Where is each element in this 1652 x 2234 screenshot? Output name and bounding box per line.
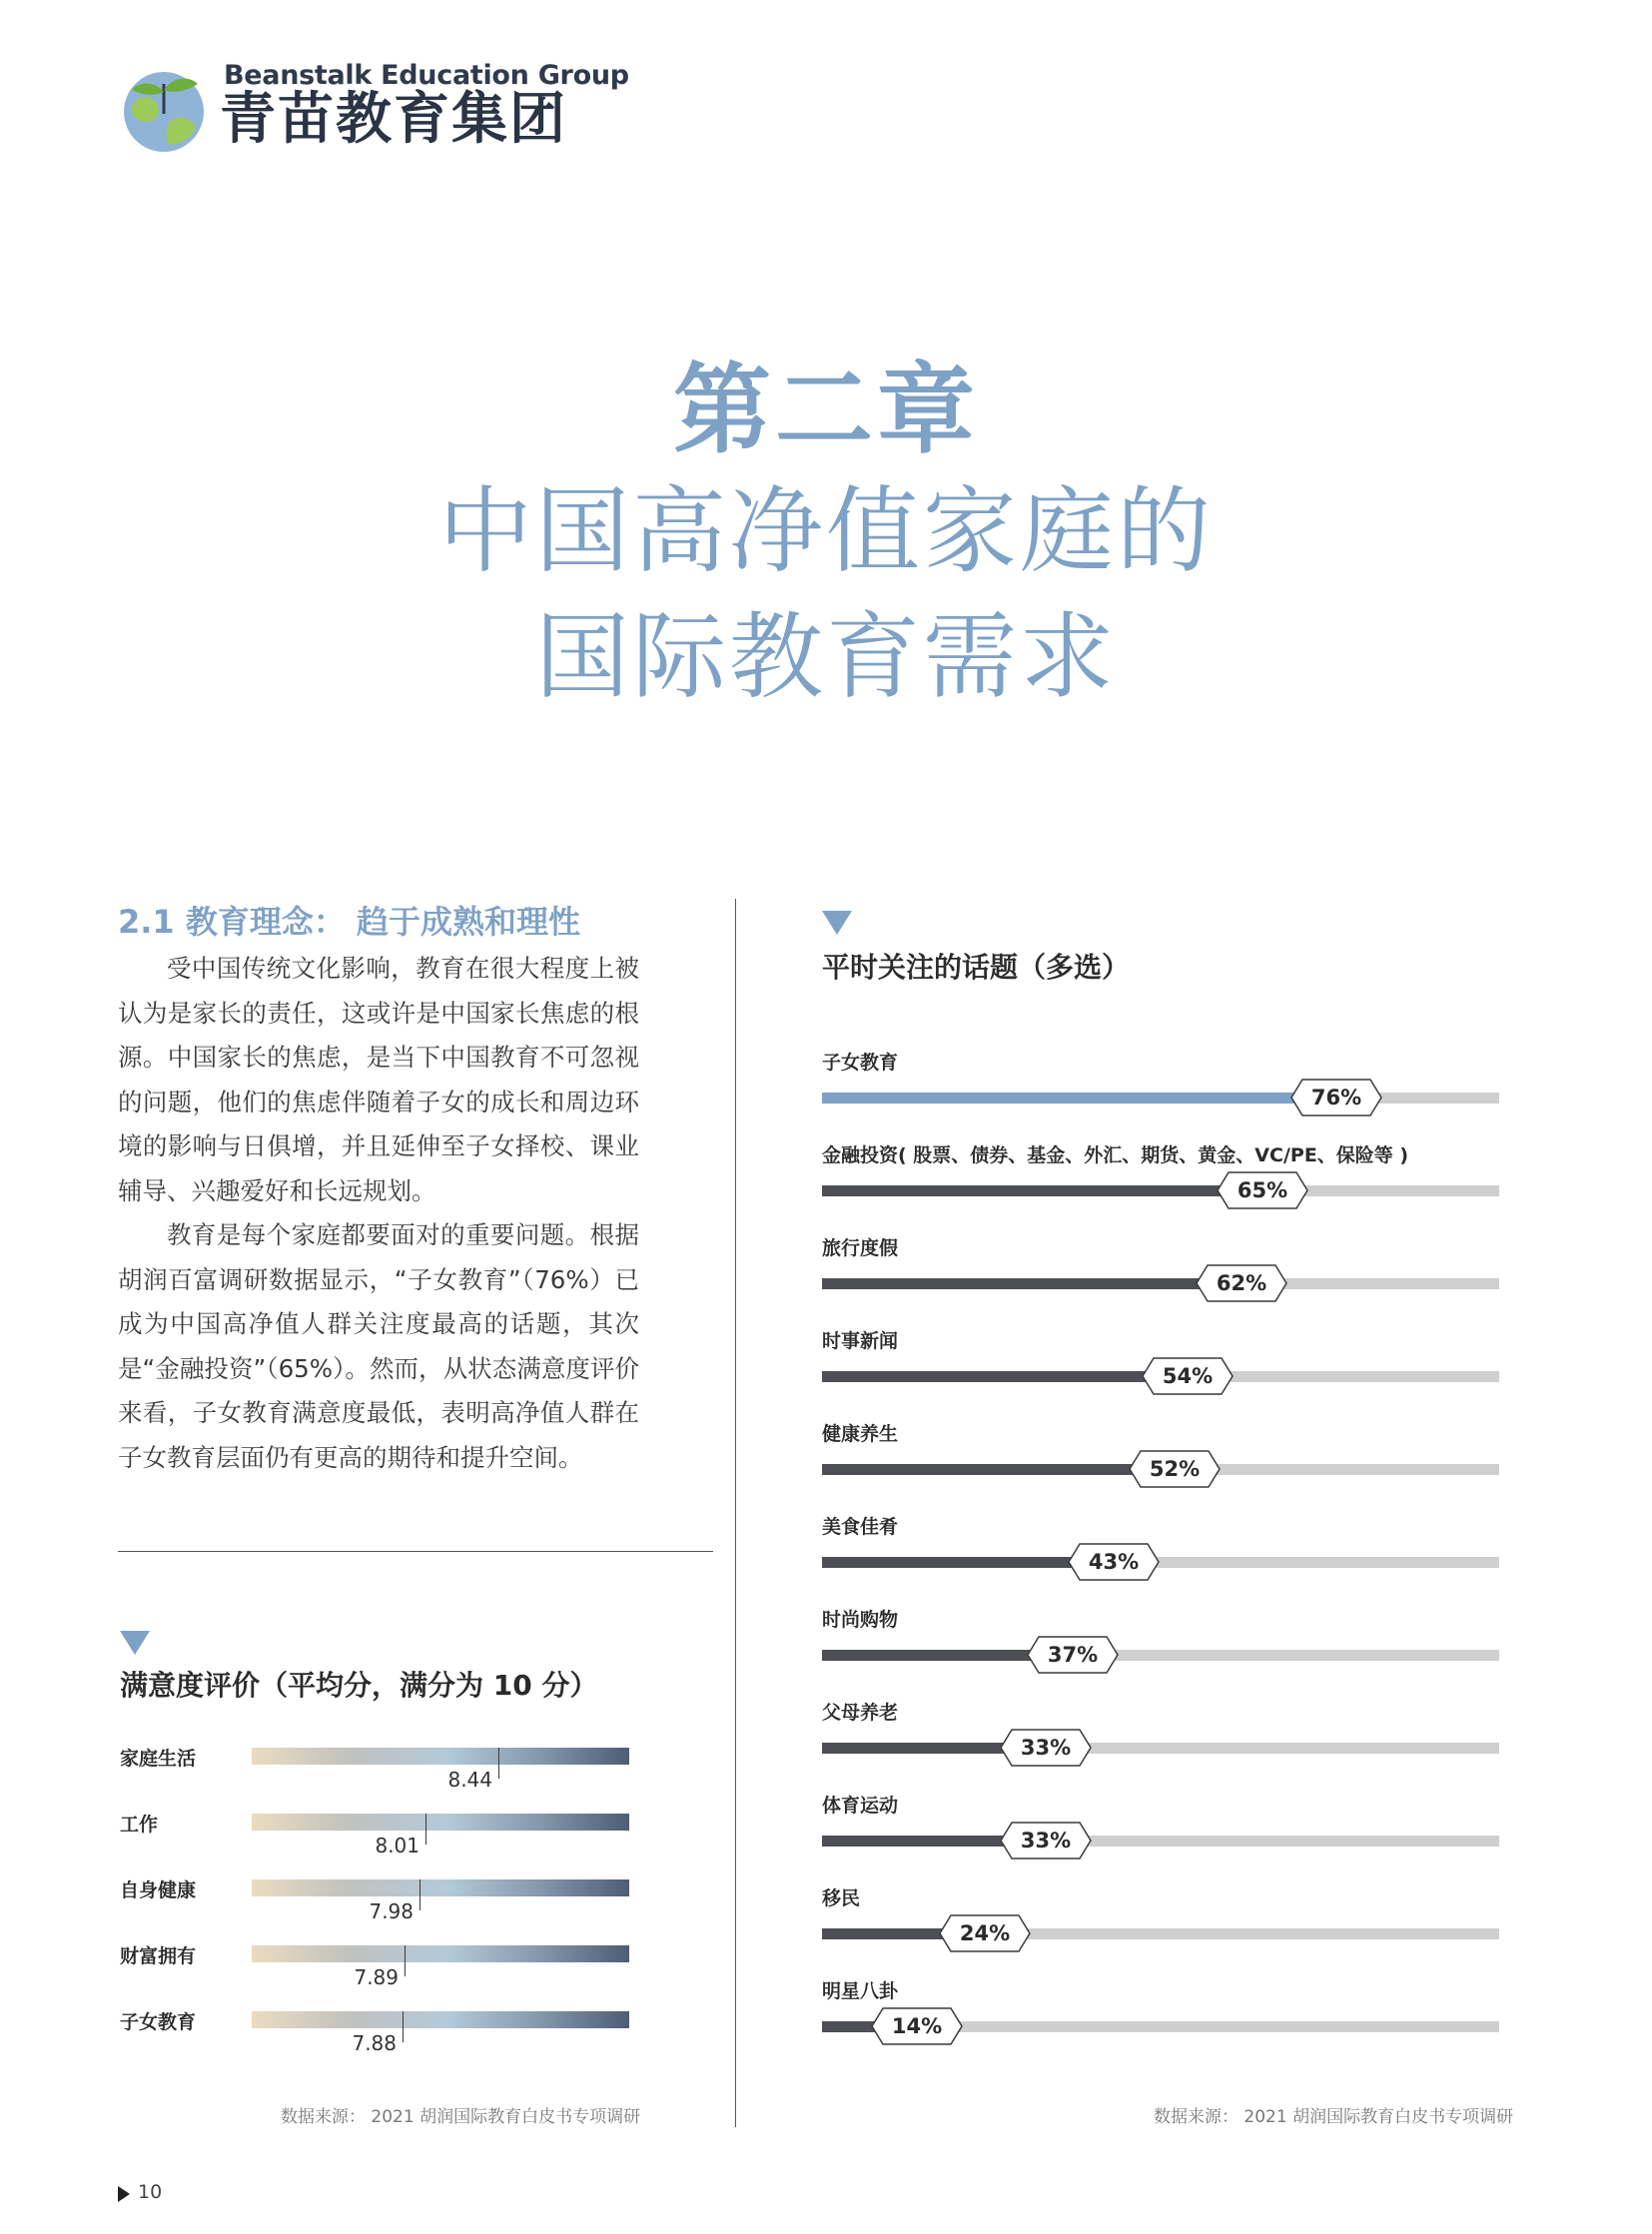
topic-row-label: 金融投资( 股票、债券、基金、外汇、期货、黄金、VC/PE、保险等 )	[822, 1144, 1409, 1166]
topic-bar-track	[822, 1278, 1499, 1289]
satisfaction-row-label: 自身健康	[120, 1879, 197, 1901]
topic-value-label: 52%	[1149, 1457, 1201, 1481]
satisfaction-chart-title: 满意度评价（平均分，满分为 10 分）	[120, 1669, 598, 1702]
satisfaction-row-label: 子女教育	[120, 2011, 197, 2033]
topics-chart-title: 平时关注的话题（多选）	[822, 951, 1131, 984]
topic-row-label: 旅行度假	[822, 1237, 899, 1259]
topic-bar-track	[822, 1185, 1499, 1196]
page-number: 10	[138, 2181, 163, 2203]
topic-value-badge	[1027, 1636, 1119, 1674]
topic-bar-track	[822, 1650, 1499, 1661]
satisfaction-bar-track	[252, 1945, 629, 1962]
topic-bar-fill	[822, 1371, 1188, 1382]
intro-paragraph-2: 教育是每个家庭都要面对的重要问题。根据胡润百富调研数据显示，“子女教育”（76%）已成为中国高净值人群关注度最高的话题，其次是“金融投资”（65%）。然而，从状态满意度评价来看，子女教育满意度最低，表明高净值人群在子女教育层面仍有更高的期待和提升空间。	[118, 1220, 639, 1472]
topic-value-label: 33%	[1020, 1829, 1072, 1853]
topic-row-label: 体育运动	[822, 1795, 899, 1817]
satisfaction-score-value: 7.89	[354, 1965, 399, 1989]
topic-value-badge	[1129, 1450, 1221, 1488]
satisfaction-score-value: 8.01	[375, 1834, 419, 1858]
section-heading: 2.1 教育理念： 趋于成熟和理性	[118, 903, 580, 941]
topic-bar-track	[822, 1836, 1499, 1847]
topics-chart-source: 数据来源： 2021 胡润国际教育白皮书专项调研	[1154, 2107, 1514, 2127]
satisfaction-score-value: 7.98	[369, 1899, 413, 1923]
topic-value-label: 62%	[1216, 1271, 1267, 1295]
topic-value-label: 14%	[891, 2014, 943, 2038]
down-triangle-icon	[120, 1631, 150, 1655]
satisfaction-score-marker	[419, 1879, 420, 1910]
topic-value-badge	[1196, 1264, 1287, 1302]
topic-value-badge	[871, 2007, 963, 2045]
down-triangle-icon	[822, 911, 852, 935]
topic-bar-fill	[822, 1093, 1336, 1104]
satisfaction-row-label: 工作	[120, 1814, 159, 1836]
topic-value-label: 43%	[1088, 1550, 1140, 1574]
topic-value-label: 37%	[1047, 1643, 1099, 1667]
topic-value-label: 24%	[959, 1921, 1011, 1945]
topic-value-label: 65%	[1237, 1178, 1288, 1202]
topic-row-label: 子女教育	[822, 1052, 899, 1074]
satisfaction-chart-source: 数据来源： 2021 胡润国际教育白皮书专项调研	[281, 2107, 641, 2127]
satisfaction-score-marker	[498, 1748, 499, 1779]
chapter-title-line-1: 中国高净值家庭的	[437, 477, 1214, 586]
brand-name-chinese: 青苗教育集团	[220, 87, 567, 152]
topic-value-label: 76%	[1310, 1086, 1362, 1110]
topic-row-label: 移民	[822, 1887, 861, 1909]
chapter-title-line-2: 国际教育需求	[534, 603, 1117, 712]
topic-row-label: 时事新闻	[822, 1330, 899, 1352]
brand-logo-icon	[118, 62, 210, 154]
topic-value-badge	[1068, 1543, 1160, 1581]
topic-value-badge	[1217, 1171, 1308, 1209]
topic-value-label: 54%	[1162, 1364, 1214, 1388]
topic-value-badge	[1142, 1357, 1234, 1395]
topic-bar-track	[822, 1743, 1499, 1754]
chapter-label: 第二章	[672, 354, 979, 467]
topic-bar-fill	[822, 1278, 1241, 1289]
topic-bar-track	[822, 1093, 1499, 1104]
left-divider-rule	[118, 1551, 713, 1552]
satisfaction-bar-track	[252, 1879, 629, 1896]
topic-row-label: 美食佳肴	[822, 1516, 899, 1538]
topic-row-label: 时尚购物	[822, 1609, 899, 1631]
intro-text	[118, 947, 639, 1480]
topic-row-label: 健康养生	[822, 1423, 899, 1445]
topic-value-label: 33%	[1020, 1736, 1072, 1760]
satisfaction-score-marker	[405, 1945, 406, 1976]
satisfaction-score-value: 8.44	[447, 1768, 492, 1792]
topic-bar-fill	[822, 1185, 1262, 1196]
topic-value-badge	[939, 1914, 1031, 1952]
satisfaction-row-label: 家庭生活	[120, 1748, 197, 1770]
satisfaction-score-marker	[425, 1814, 426, 1845]
topic-value-badge	[1000, 1822, 1092, 1860]
topic-row-label: 明星八卦	[822, 1980, 899, 2002]
intro-paragraph-1: 受中国传统文化影响，教育在很大程度上被认为是家长的责任，这或许是中国家长焦虑的根源。中国家长的焦虑，是当下中国教育不可忽视的问题，他们的焦虑伴随着子女的成长和周边环境的影响与日俱增，并且延伸至子女择校、课业辅导、兴趣爱好和长远规划。	[118, 954, 639, 1205]
topic-bar-track	[822, 1557, 1499, 1568]
topic-value-badge	[1000, 1729, 1092, 1767]
topic-bar-fill	[822, 1464, 1175, 1475]
topic-value-badge	[1290, 1079, 1382, 1117]
satisfaction-score-value: 7.88	[352, 2031, 397, 2055]
column-divider	[735, 899, 736, 2127]
topic-row-label: 父母养老	[822, 1702, 899, 1724]
brand-name-english: Beanstalk Education Group	[224, 60, 629, 91]
satisfaction-bar-track	[252, 2011, 629, 2028]
satisfaction-bar-track	[252, 1814, 629, 1831]
page-arrow-icon	[118, 2186, 130, 2202]
satisfaction-score-marker	[403, 2011, 404, 2042]
topic-bar-track	[822, 1928, 1499, 1939]
satisfaction-bar-track	[252, 1748, 629, 1765]
satisfaction-row-label: 财富拥有	[120, 1945, 197, 1967]
